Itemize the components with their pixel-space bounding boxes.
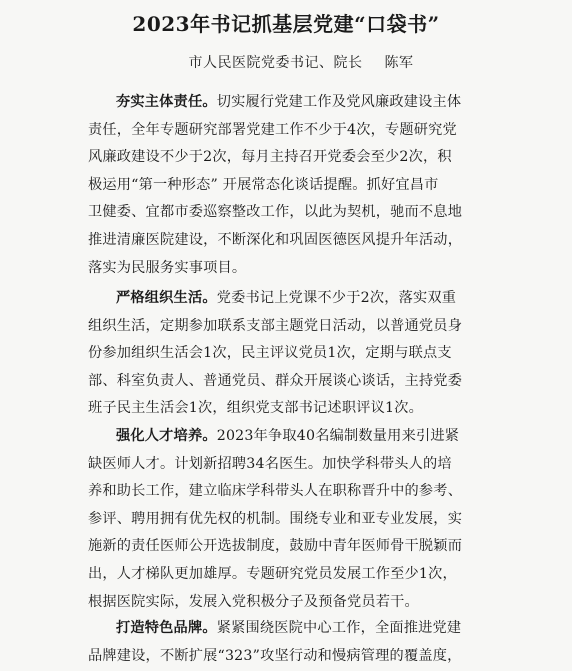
section-text-line: 养和助长工作，建立临床学科带头人在职称晋升中的参考、 [88,483,463,500]
section-heading: 打造特色品牌。 [116,620,217,636]
section-heading: 夯实主体责任。 [116,94,217,110]
section-talent-training [88,423,508,616]
section-text-line: 组织生活，定期参加联系支部主题党日活动，以普通党员身 [88,317,463,334]
section-text-line: 施新的责任医师公开选拔制度，鼓励中青年医师骨干脱颖而 [88,538,463,555]
section-text-line: 缺医师人才。计划新招聘34名医生。加快学科带头人的培 [88,455,452,472]
author-name: 陈军 [384,55,414,71]
document-title: 2023年书记抓基层党建“口袋书” [132,12,440,36]
section-heading: 严格组织生活。 [116,290,217,306]
section-text-line: 品牌建设，不断扩展“323”攻坚行动和慢病管理的覆盖度， [88,647,462,664]
section-text-line: 出，人才梯队更加雄厚。专题研究党员发展工作至少1次， [88,565,457,582]
section-text-line: 部、科室负责人、普通党员、群众开展谈心谈话，主持党委 [88,372,463,389]
section-text-line: 党委书记上党课不少于2次，落实双重 [216,290,457,306]
section-heading: 强化人才培养。 [116,428,217,444]
section-text-line: 参评、聘用拥有优先权的机制。围绕专业和亚专业发展，实 [88,510,463,527]
section-organization-life [88,285,508,423]
section-text-line: 风廉政建设不少于2次，每月主持召开党委会至少2次，积 [88,149,452,166]
section-text-line: 责任，全年专题研究部署党建工作不少于4次，专题研究党 [88,121,457,138]
section-responsibility [88,89,508,282]
section-text-line: 落实为民服务实事项目。 [88,259,247,276]
section-text-line: 2023年争取40名编制数量用来引进紧 [216,428,460,444]
section-text-line: 卫健委、宜都市委巡察整改工作，以此为契机，驰而不息地 [88,204,463,221]
section-text-line: 班子民主生活会1次，组织党支部书记述职评议1次。 [88,400,423,417]
section-text-line: 切实履行党建工作及党风廉政建设主体 [216,94,462,110]
section-text-line: 根据医院实际，发展入党积极分子及预备党员若干。 [88,593,419,610]
section-text-line: 推进清廉医院建设，不断深化和巩固医德医风提升年活动， [88,231,463,248]
section-brand-building [88,615,508,670]
section-text-line: 份参加组织生活会1次，民主评议党员1次，定期与联点支 [88,345,452,362]
section-text-line: 极运用“第一种形态” 开展常态化谈话提醒。抓好宜昌市 [88,176,439,193]
section-text-line: 紧紧围绕医院中心工作，全面推进党建 [216,620,462,636]
author-role: 市人民医院党委书记、院长 [188,55,363,71]
author-line [0,52,572,72]
